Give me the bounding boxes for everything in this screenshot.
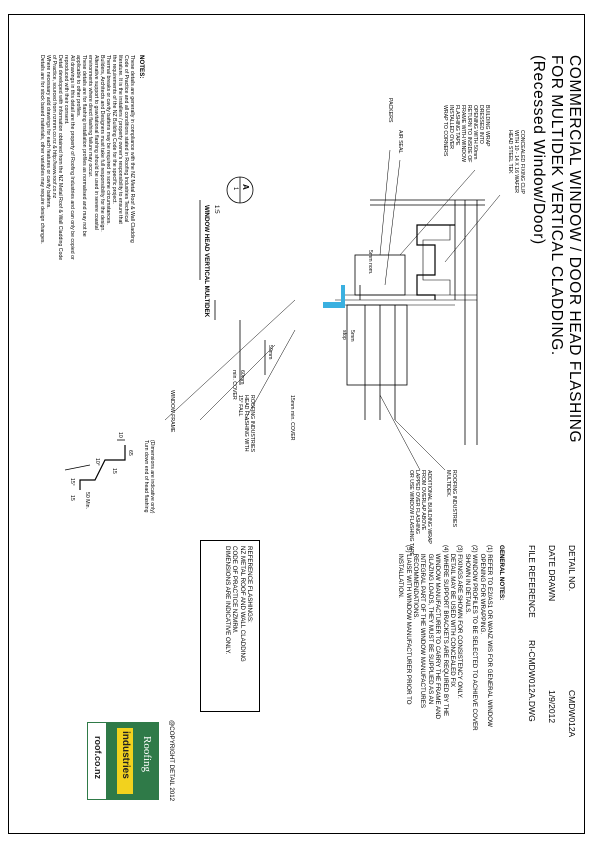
section-letter: A [241,184,250,190]
scale-label: 1:5 [213,205,220,214]
label-cover-60b: min. COVER [231,370,237,400]
window-frame-box [347,305,407,385]
leader-line [165,300,295,420]
note-line: Thermal breaks or cavity battens may be required in some circumstances. [105,55,111,225]
general-note-line: RECOMMENDATIONS. [411,545,419,620]
note-line: of Practice, sourced from nzmrm.co.nz & http://www.roof.co.nz [51,55,57,199]
label-concealed-clip [507,130,525,194]
logo-url-text: roof.co.nz [93,736,103,779]
label-line: WRAP TO CORNERS [442,105,448,157]
general-note-line: (3) FIXINGS ARE SHOWN FOR CONSISTENCY ONLY. [456,545,464,699]
label-line: CONCEALED FIXING CLIP [519,130,525,194]
leader-line [380,150,390,255]
detail-no-label: DETAIL NO. [567,545,577,592]
flashing-profile [80,445,125,490]
profile-dim-15deg: 15° [69,478,75,486]
label-gap-min: 5mm [349,330,355,342]
general-notes-heading: GENERAL NOTES: [498,545,505,601]
label-line: ROOFING INDUSTRIES [451,470,457,528]
general-note-line: (5) LIAISE WITH WINDOW MANUFACTURER PRIOR TO [404,545,412,705]
label-line: INSTALLED OVER [448,105,454,150]
title-line-1: COMMERCIAL WINDOW / DOOR HEAD FLASHING [566,55,583,444]
general-note-line: WINDOW MANUFACTURER TO CARRY THE FRAME AND [434,545,442,720]
note-line: Where necessary add drawings for each features or cavity battens. [45,55,51,209]
note-line: environments where direct flashing failure may occur. [87,55,93,178]
notes-heading: NOTES: [138,55,145,79]
profile-dim-65: 65 [127,450,133,456]
general-note-line: (1) REFER TO E2/AS1 OR WANZ WIS FOR GENERAL WINDOW [486,545,493,727]
general-note-line: (4) WHERE SUPPORT BRACKETS ARE REQUIRED BY THE [441,545,449,717]
note-line: the requirements of the NZ Building Code for the specific project. [111,55,117,204]
logo-industries-text: industries [120,731,131,779]
label-additional-wrap [408,470,432,556]
label-line: FRAME WITH WINDOW [460,105,466,163]
note-line: All drawings in this detail are the property of Roofing Industries and can only be copied or [69,55,75,260]
label-air-seal: AIR SEAL [397,130,403,154]
label-line: HEAD FLASHING WITH [243,395,249,452]
note-line: reproduced with their consent. [63,55,69,125]
file-ref-label: FILE REFERENCE [527,545,537,618]
reference-line: REFERENCE FLASHINGS: [246,546,253,623]
label-gap-5mm: 5mm nom. [367,250,373,275]
leader-line [395,420,445,470]
label-line: OR USE WINDOW FLASHING TAPE [408,470,414,556]
date-drawn-label: DATE DRAWN [547,545,557,602]
general-note-line: INSTALLATION. [397,545,405,599]
file-ref-value: RI-CMDW012A.DWG [527,640,537,722]
leader-line [400,170,475,255]
label-head-flashing [237,395,255,452]
label-line: RETURN TO INSIDE OF [466,105,472,163]
general-note-line: DETAIL MAY BE USED WITH CONCEALED FIX [448,545,456,688]
label-line: FROM OVERLAP ABOVE [420,470,426,531]
profile-note [143,440,155,514]
profile-dim-15b: 15 [69,495,75,501]
leader-line [380,395,420,470]
general-note-line: OPENING FOR WRAPPING. [478,545,486,635]
profile-dim-50min: 50 Min. [84,492,90,510]
label-line: MULTIDEK. [445,470,451,498]
profile-dim-10deg: 10° [94,458,100,466]
profile-dim [65,465,90,470]
label-line: ADDITIONAL BUILDING WRAP [426,470,432,544]
label-cover-50: 50mm [267,345,273,360]
label-line: BUILDING WRAP [484,105,490,147]
date-drawn-value: 1/9/2012 [547,690,557,724]
label-line: WITH 10 - 14 X 16 WAFER [513,130,519,193]
drawing-lines [65,150,500,490]
label-gap-min2: stop [341,330,347,340]
head-flashing-mark [323,285,345,308]
detail-no-value: CMDW012A [567,690,577,738]
cladding-inner [423,225,450,295]
label-cover-15: 15mm min. COVER [289,395,295,441]
label-line: FLASHING TAPE [454,105,460,146]
title-line-3: (Recessed Window/Door) [530,55,547,245]
copyright: @COPYRIGHT DETAIL 2012 [168,720,175,802]
note-line: applicable to other profiles. [75,55,81,117]
label-roofing-ind [445,470,457,527]
flashing-blue-horizontal [341,285,345,305]
general-note-line: (2) WINDOW PROFILES TO BE SELECTED TO ACHIEVE COVER [471,545,479,731]
general-note-line: SHOWN IN DETAILS. [463,545,471,614]
note-line: Detail developed with information obtained from the NZ Metal Roof & Wall Cladding Code [57,55,63,261]
logo-roofing-text: Roofing [141,736,153,773]
note-line: Code of Practice and all conditions stated in Roofing Industries Technical [123,55,129,223]
label-building-wrap [442,105,490,162]
label-line: OPENING WITH 50mm [472,105,478,160]
general-note-line: INTEGRAL PART OF THE WINDOW MANUFACTURES [419,545,427,708]
label-line: LAPPED OVER FLASHING [414,470,420,534]
reference-line: DIMENSIONS ARE INDICATIVE ONLY. [223,546,231,655]
profile-dim-15: 15 [111,468,117,474]
note-line: literature. It is the installers / property owner's responsibility to ensure that [117,55,123,224]
label-line: DRESSED INTO [478,105,484,144]
note-line: These details are generally in compliance with the NZ Metal Roof & Wall Cladding [129,55,135,243]
section-title: WINDOW HEAD VERTICAL MULTIDEK [203,205,210,318]
profile-dim-10: 10 [117,432,123,438]
label-cover-60: 60mm [239,370,245,385]
label-line: 15° FALL [237,395,243,417]
label-window-frame: WINDOW FRAME [169,390,175,433]
note-line: Details are for stock based materials, other variables may require design changes. [39,55,45,244]
label-line: Turn down end of head flashing [143,440,149,513]
title-line-2: FOR MULTIDEK VERTICAL CLADDING. [548,55,565,356]
note-line: Alternative support to gravitational flashing should be used in severe coastal [93,55,99,230]
general-note-line: GLAZING LOADS, THEY MUST BE SUPPLIED AS AN [426,545,434,705]
reference-line: CODE OF PRACTICE NZMRM. [231,546,239,634]
label-line: ROOFING INDUSTRIES [249,395,255,453]
note-line: These details are for flashing installation profiles as normalised and may not be [81,55,87,237]
packer-block [355,255,405,295]
reference-line: NZ METAL ROOF AND WALL CLADDING [238,546,246,662]
section-number: 1 [232,187,238,191]
note-line: Builders, Architects and Designers must take full responsibility for the design. [99,55,105,232]
label-line: HEAD STEEL TEK [507,130,513,174]
label-line: (Dimensions are indicative only) [149,440,155,514]
label-packers: PACKERS [387,98,393,123]
